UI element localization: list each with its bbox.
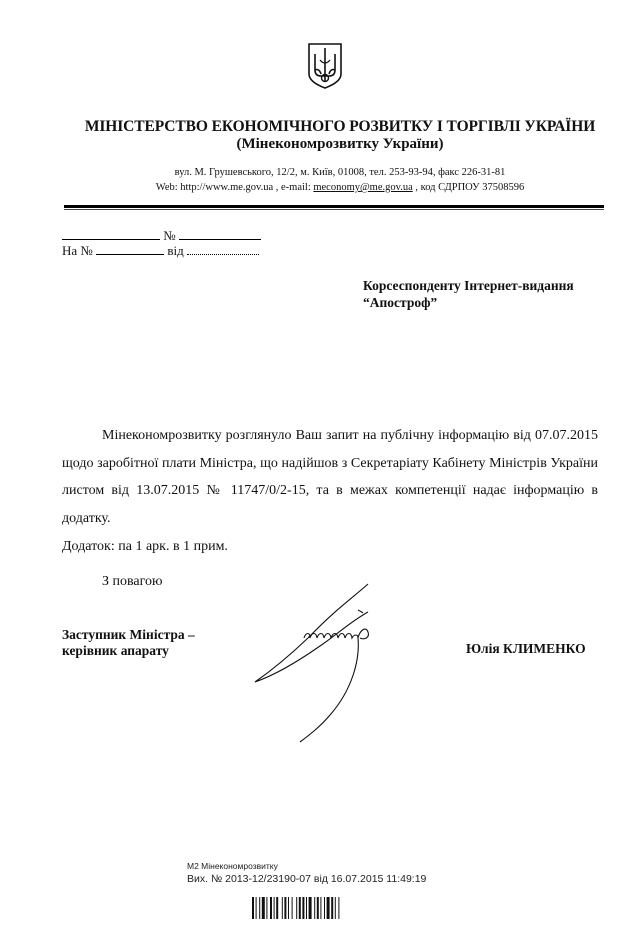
barcode-bar: [252, 897, 254, 919]
barcode-bar: [296, 897, 297, 919]
barcode-bar: [335, 897, 336, 919]
reply-reference-line: [62, 243, 259, 259]
outgoing-number-line: [62, 228, 261, 244]
attachment-note: Додаток: па 1 арк. в 1 прим.: [62, 539, 228, 554]
barcode-bar: [306, 897, 307, 919]
letterhead-divider-thin: [64, 209, 604, 210]
barcode-bar: [299, 897, 301, 919]
outgoing-registration-number: Вих. № 2013-12/23190-07 від 16.07.2015 11:49:19: [187, 873, 427, 885]
barcode-bar: [276, 897, 278, 919]
barcode-bar: [320, 897, 321, 919]
signatory-title-line-1: Заступник Міністра –: [62, 627, 195, 642]
ministry-name: МІНІСТЕРСТВО ЕКОНОМІЧНОГО РОЗВИТКУ І ТОРГІВЛІ УКРАЇНИ: [84, 118, 596, 135]
from-label: від: [167, 243, 184, 258]
barcode-bar: [288, 897, 289, 919]
handwritten-signature: [240, 580, 440, 750]
recipient-line-1: Корсеспонденту Інтернет-видання: [363, 278, 574, 293]
barcode-bar: [274, 897, 275, 919]
reply-number-blank: [96, 244, 164, 255]
barcode: [252, 897, 382, 919]
ministry-address: вул. М. Грушевського, 12/2, м. Київ, 01008, тел. 253-93-94, факс 226-31-81: [174, 167, 506, 178]
barcode-bar: [284, 897, 286, 919]
email-link[interactable]: meconomy@me.gov.ua: [313, 182, 413, 193]
barcode-bar: [256, 897, 257, 919]
ministry-contacts: [60, 182, 620, 193]
barcode-bar: [292, 897, 293, 919]
barcode-bar: [327, 897, 330, 919]
web-label: Web: http://www.me.gov.ua , e-mail:: [155, 182, 314, 193]
letterhead-divider: [64, 205, 604, 208]
barcode-bar: [317, 897, 319, 919]
barcode-bar: [324, 897, 325, 919]
barcode-bar: [270, 897, 272, 919]
barcode-bar: [262, 897, 265, 919]
registration-org: М2 Мінекономрозвитку: [187, 861, 278, 871]
number-sign: №: [163, 228, 176, 243]
barcode-bar: [302, 897, 304, 919]
recipient-line-2: “Апостроф”: [363, 295, 438, 310]
barcode-bar: [338, 897, 339, 919]
signatory-title-line-2: керівник апарату: [62, 643, 169, 658]
reply-number-label: На №: [62, 243, 93, 258]
reply-date-blank: [187, 244, 259, 255]
date-blank: [62, 229, 160, 240]
barcode-bar: [309, 897, 312, 919]
closing-regards: З повагою: [102, 574, 163, 589]
barcode-bar: [282, 897, 283, 919]
barcode-bar: [259, 897, 260, 919]
barcode-bar: [314, 897, 315, 919]
number-blank: [179, 229, 261, 240]
ministry-short-name: (Мінекономрозвитку України): [236, 136, 444, 152]
letter-body: [62, 422, 598, 532]
body-paragraph: Мінекономрозвитку розглянуло Ваш запит на публічну інформацію від 07.07.2015 щодо заробітної плати Міністра, що надійшов з Секретаріату Кабінету Міністрів України листом від 13.07.2015 № 11747/0/2-15, та в межах компетенції надає інформацію в додатку.: [62, 428, 598, 526]
barcode-bar: [331, 897, 333, 919]
edrpou-code: , код СДРПОУ 37508596: [412, 182, 525, 193]
signatory-name: Юлія КЛИМЕНКО: [466, 641, 586, 656]
coat-of-arms-emblem: [305, 40, 345, 90]
barcode-bar: [266, 897, 267, 919]
